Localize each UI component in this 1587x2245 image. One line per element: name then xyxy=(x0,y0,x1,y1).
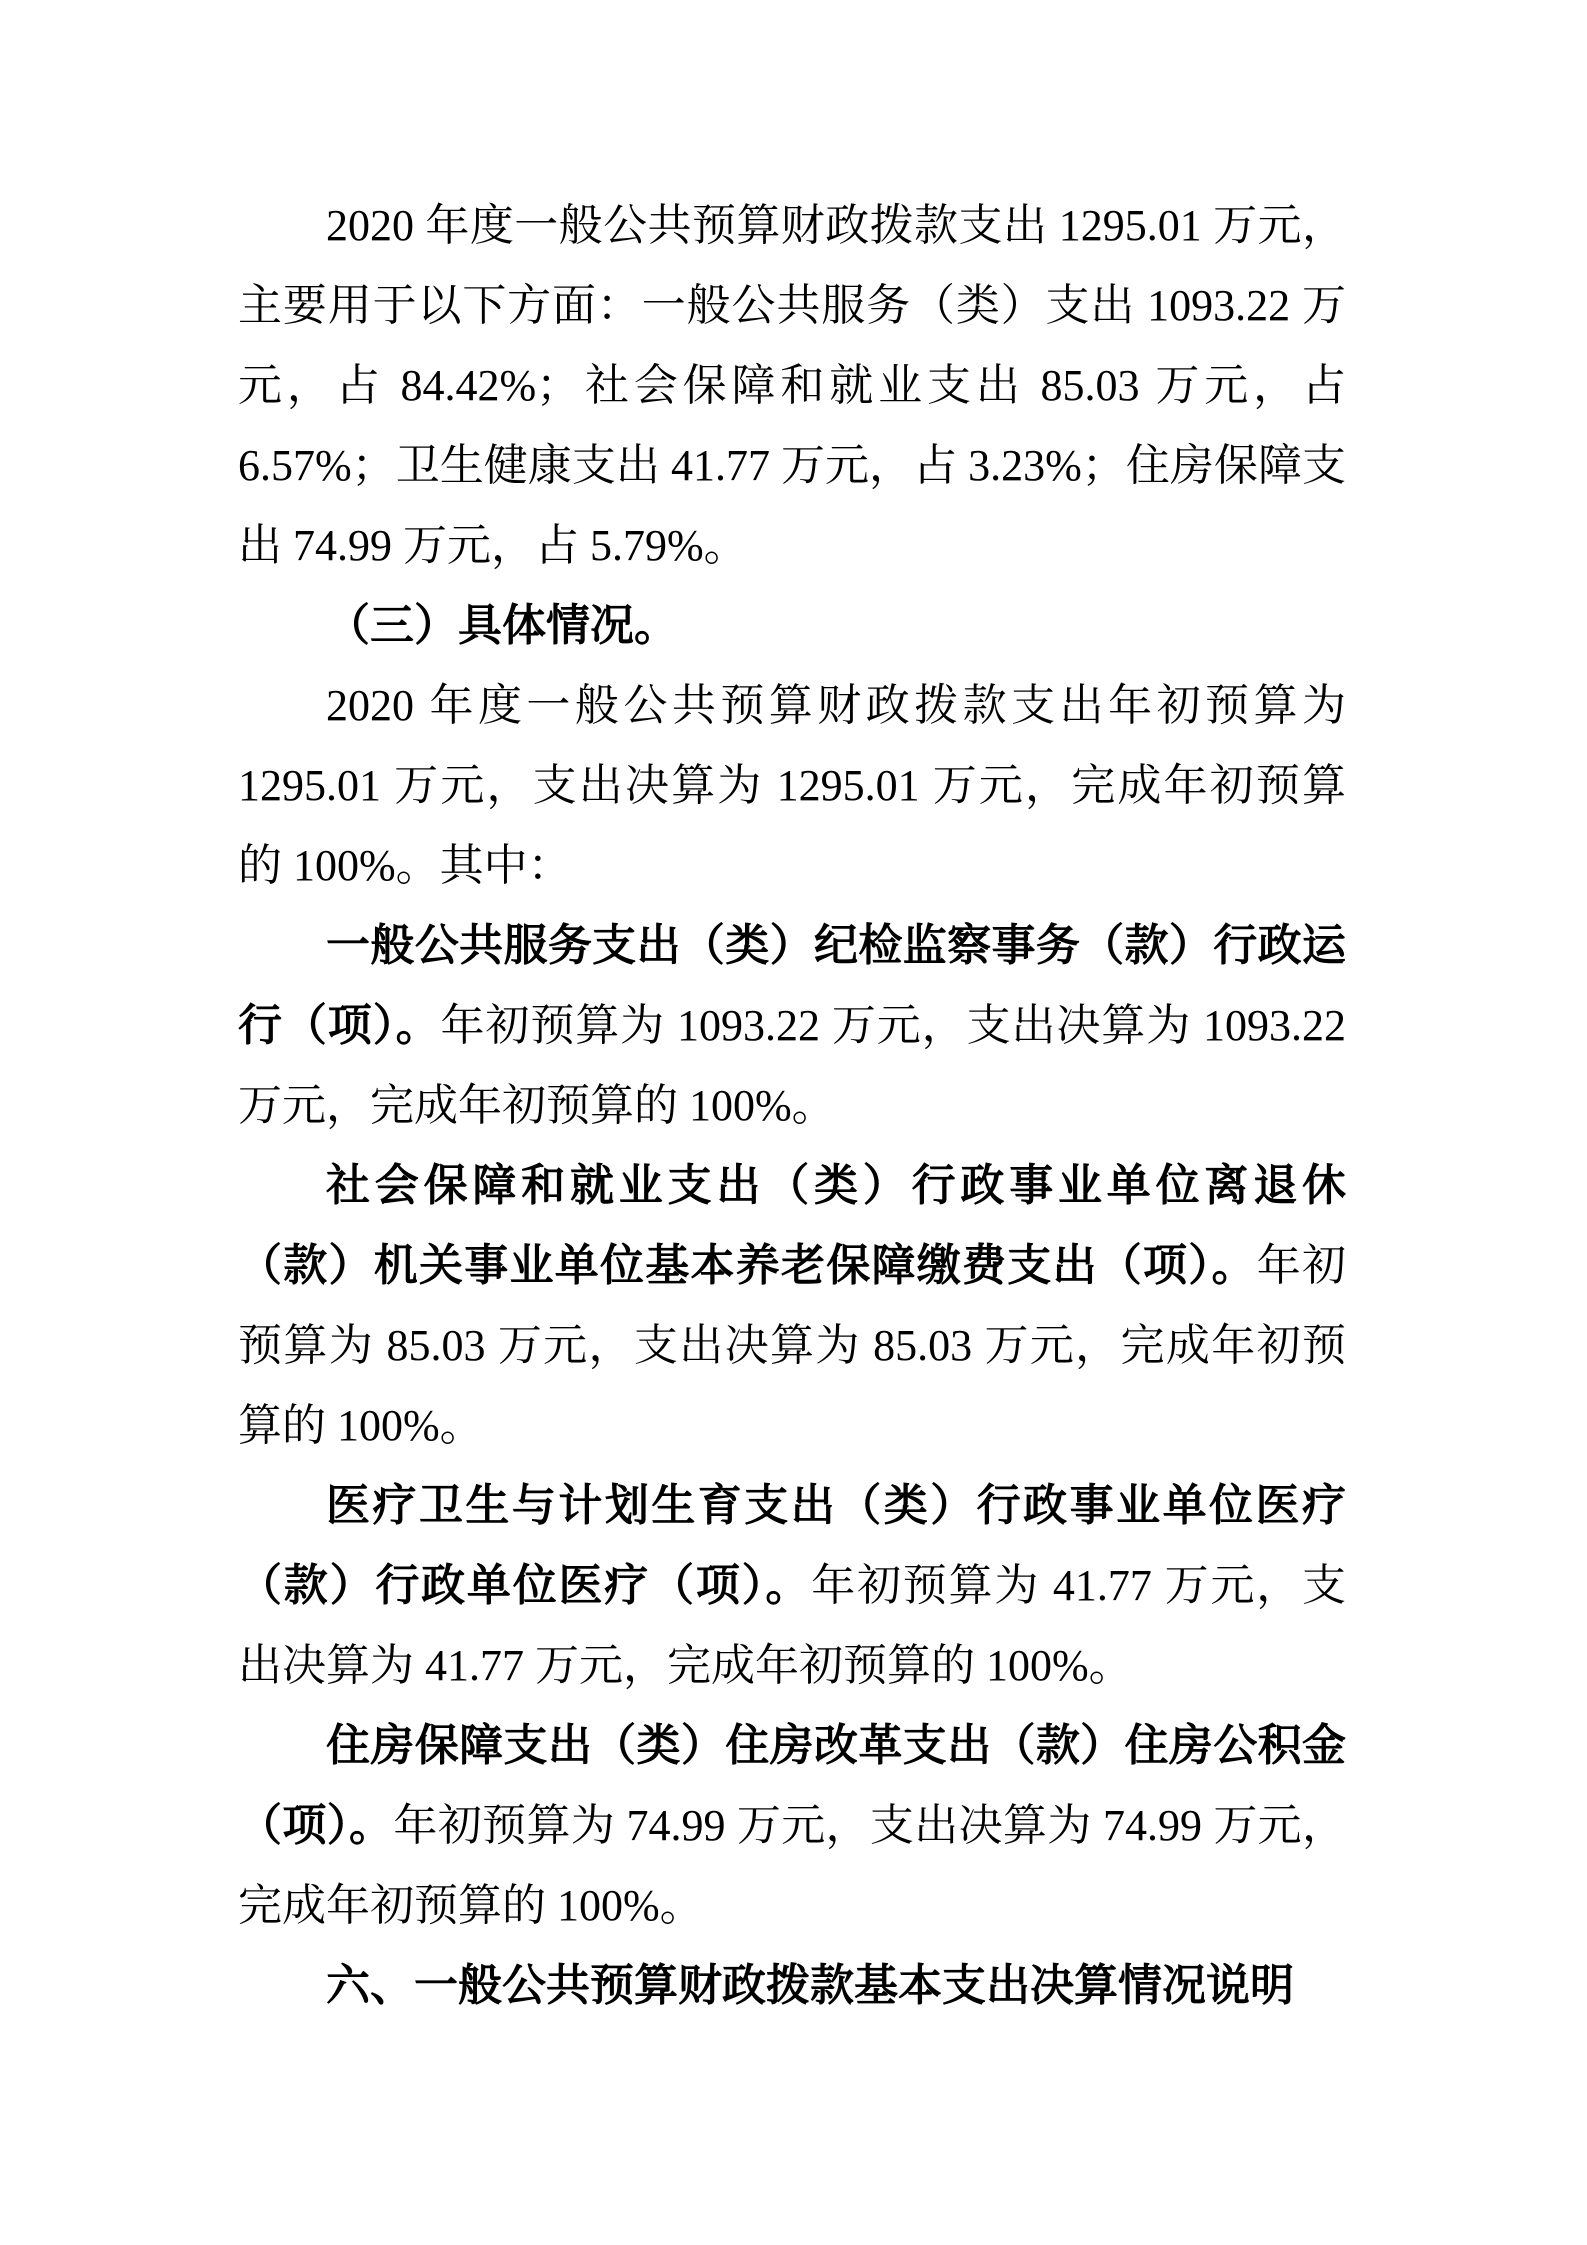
bold-lead-text: 医疗卫生与计划生育支出（类）行政事业单位医疗（款）行政单位医疗（项）。 xyxy=(238,1481,1346,1610)
paragraph-budget-summary xyxy=(238,666,1346,906)
paragraph-text: 年初预算为 74.99 万元，支出决算为 74.99 万元，完成年初预算的 100%。 xyxy=(238,1801,1347,1930)
paragraph-text: 年初预算为 1093.22 万元，支出决算为 1093.22 万元，完成年初预算的 100%。 xyxy=(238,1001,1347,1130)
paragraph-funding-overview xyxy=(238,186,1346,586)
heading-text: 六、一般公共预算财政拨款基本支出决算情况说明 xyxy=(326,1961,1294,2010)
paragraph-text: 年初预算为 41.77 万元，支出决算为 41.77 万元，完成年初预算的 100%。 xyxy=(238,1561,1347,1690)
heading-specific-situation xyxy=(238,586,1346,666)
paragraph-text: 2020 年度一般公共预算财政拨款支出年初预算为 1295.01 万元，支出决算为 1295.01 万元，完成年初预算的 100%。其中： xyxy=(238,681,1346,890)
paragraph-text: 2020 年度一般公共预算财政拨款支出 1295.01 万元，主要用于以下方面：一般公共服务（类）支出 1093.22 万元，占 84.42%；社会保障和就业支出 85.03 万元，占 6.57%；卫生健康支出 41.77 万元，占 3.23%；住房保障支出 74.99 万元，占 5.79%。 xyxy=(238,201,1346,570)
paragraph-medical-health xyxy=(238,1466,1346,1706)
bold-lead-text: 一般公共服务支出（类）纪检监察事务（款）行政运行（项）。 xyxy=(238,921,1346,1050)
document-text-block xyxy=(238,186,1346,2026)
heading-section-six xyxy=(238,1946,1346,2026)
paragraph-general-public-service xyxy=(238,906,1346,1146)
paragraph-social-security-employment xyxy=(238,1146,1346,1466)
paragraph-housing-security xyxy=(238,1706,1346,1946)
paragraph-text: 年初预算为 85.03 万元，支出决算为 85.03 万元，完成年初预算的 100%。 xyxy=(238,1241,1346,1450)
bold-lead-text: 社会保障和就业支出（类）行政事业单位离退休（款）机关事业单位基本养老保障缴费支出（项）。 xyxy=(238,1161,1346,1290)
bold-lead-text: 住房保障支出（类）住房改革支出（款）住房公积金（项）。 xyxy=(238,1721,1346,1850)
heading-text: （三）具体情况。 xyxy=(326,601,678,650)
